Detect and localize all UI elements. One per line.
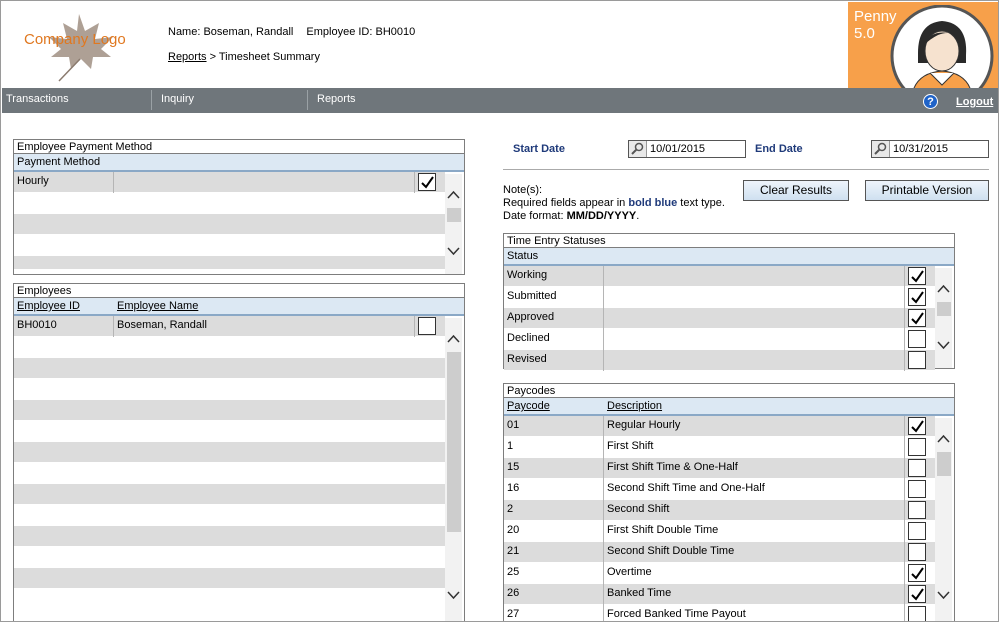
printable-version-button[interactable]: Printable Version	[865, 180, 989, 201]
checkmark-icon	[911, 588, 924, 601]
checkbox-employee[interactable]	[418, 317, 436, 335]
table-row	[14, 358, 445, 379]
end-date-value[interactable]: 10/31/2015	[893, 143, 949, 155]
employees-grid	[14, 316, 445, 610]
table-row[interactable]	[504, 521, 935, 542]
row-checkbox[interactable]	[908, 522, 926, 540]
row-checkbox[interactable]	[908, 564, 926, 582]
checkmark-icon	[911, 270, 924, 283]
breadcrumb	[168, 51, 320, 63]
table-row[interactable]	[504, 308, 935, 329]
table-row[interactable]	[504, 542, 935, 563]
paycode-cell: 1	[504, 437, 604, 458]
row-checkbox[interactable]	[908, 606, 926, 622]
logo-text: Company Logo	[24, 31, 126, 48]
end-date-field[interactable]	[871, 140, 989, 158]
empty-cell	[604, 308, 905, 329]
nav-divider	[307, 90, 308, 110]
table-row[interactable]	[504, 458, 935, 479]
table-row	[14, 568, 445, 589]
employee-info	[168, 26, 425, 38]
row-checkbox[interactable]	[908, 351, 926, 369]
description-cell: First Shift	[604, 437, 905, 458]
table-row	[14, 463, 445, 484]
description-cell: Forced Banked Time Payout	[604, 605, 905, 622]
table-row	[14, 214, 445, 235]
description-cell: Second Shift Double Time	[604, 542, 905, 563]
checkmark-icon	[911, 420, 924, 433]
table-row	[14, 235, 445, 256]
chevron-up-icon[interactable]	[935, 282, 952, 296]
column-header-description[interactable]: Description	[607, 400, 663, 412]
table-row	[14, 379, 445, 400]
brand-panel	[848, 2, 999, 88]
row-checkbox[interactable]	[908, 417, 926, 435]
start-date-field[interactable]	[628, 140, 746, 158]
empty-cell	[114, 172, 415, 193]
start-date-value[interactable]: 10/01/2015	[650, 143, 706, 155]
paycode-cell: 16	[504, 479, 604, 500]
checkmark-icon	[911, 291, 924, 304]
table-row[interactable]	[504, 416, 935, 437]
description-cell: Second Shift	[604, 500, 905, 521]
table-header	[14, 298, 464, 316]
notes-text: Date format:	[503, 210, 567, 222]
panel-title: Time Entry Statuses	[504, 234, 954, 248]
row-checkbox[interactable]	[908, 330, 926, 348]
breadcrumb-current: Timesheet Summary	[218, 51, 320, 63]
table-row	[14, 526, 445, 547]
paycode-cell: 15	[504, 458, 604, 479]
status-cell: Submitted	[504, 287, 604, 308]
nav-divider	[151, 90, 152, 110]
panel-title: Paycodes	[504, 384, 954, 398]
table-row	[14, 193, 445, 214]
notes-text: .	[636, 210, 640, 222]
chevron-down-icon[interactable]	[445, 588, 462, 602]
row-checkbox[interactable]	[908, 267, 926, 285]
empty-cell	[604, 350, 905, 371]
table-row[interactable]	[14, 316, 445, 337]
statuses-panel	[503, 233, 955, 369]
breadcrumb-separator: >	[206, 51, 219, 63]
row-checkbox[interactable]	[908, 459, 926, 477]
table-row[interactable]	[504, 350, 935, 371]
table-row	[14, 337, 445, 358]
divider	[503, 169, 989, 170]
logout-link[interactable]: Logout	[956, 96, 994, 108]
breadcrumb-reports-link[interactable]: Reports	[168, 51, 207, 63]
row-checkbox[interactable]	[908, 288, 926, 306]
checkmark-icon	[911, 312, 924, 325]
table-row[interactable]	[504, 500, 935, 521]
panel-title: Employees	[14, 284, 464, 298]
empty-cell	[604, 329, 905, 350]
table-row	[14, 547, 445, 568]
table-header	[504, 398, 954, 416]
employee-id: Employee ID: BH0010	[306, 26, 416, 38]
notes-date-format: MM/DD/YYYY	[566, 210, 637, 222]
scrollbar[interactable]	[935, 418, 952, 622]
column-header-payment-method: Payment Method	[17, 156, 101, 168]
table-row[interactable]	[504, 329, 935, 350]
row-checkbox[interactable]	[908, 438, 926, 456]
description-cell: Banked Time	[604, 584, 905, 605]
row-checkbox[interactable]	[908, 501, 926, 519]
table-row[interactable]	[504, 605, 935, 622]
table-row	[14, 421, 445, 442]
employee-name-cell: Boseman, Randall	[114, 316, 415, 337]
nav-reports[interactable]: Reports	[317, 93, 356, 105]
employees-panel	[13, 283, 465, 622]
table-row	[14, 589, 445, 610]
magnifier-icon	[629, 141, 647, 157]
nav-inquiry[interactable]: Inquiry	[161, 93, 195, 105]
date-picker-button[interactable]	[872, 141, 890, 157]
notes-text: text type.	[677, 197, 725, 209]
description-cell: First Shift Time & One-Half	[604, 458, 905, 479]
magnifier-icon	[872, 141, 890, 157]
main-nav	[2, 88, 999, 113]
notes	[503, 184, 725, 223]
description-cell: Overtime	[604, 563, 905, 584]
row-checkbox[interactable]	[908, 585, 926, 603]
scrollbar-thumb[interactable]	[447, 352, 461, 532]
statuses-grid	[504, 266, 935, 371]
column-header-paycode[interactable]: Paycode	[507, 400, 550, 412]
payment-method-grid	[14, 172, 445, 270]
notes-line-1	[503, 197, 725, 210]
row-checkbox[interactable]	[908, 309, 926, 327]
chevron-up-icon[interactable]	[445, 188, 462, 202]
checkbox-hourly[interactable]	[418, 173, 436, 191]
user-avatar-icon	[888, 5, 996, 88]
table-row[interactable]	[504, 287, 935, 308]
row-checkbox[interactable]	[908, 543, 926, 561]
paycode-cell: 27	[504, 605, 604, 622]
empty-cell	[604, 266, 905, 287]
column-header-employee-id[interactable]: Employee ID	[17, 300, 80, 312]
chevron-down-icon[interactable]	[935, 338, 952, 352]
paycode-cell: 26	[504, 584, 604, 605]
status-cell: Approved	[504, 308, 604, 329]
employee-name: Name: Boseman, Randall	[168, 26, 294, 38]
paycode-cell: 01	[504, 416, 604, 437]
paycodes-grid	[504, 416, 935, 622]
description-cell: Second Shift Time and One-Half	[604, 479, 905, 500]
payment-method-panel	[13, 139, 465, 275]
checkmark-icon	[421, 176, 434, 189]
help-icon[interactable]: ?	[923, 94, 938, 109]
scrollbar-thumb[interactable]	[937, 302, 951, 316]
column-header-employee-name[interactable]: Employee Name	[117, 300, 199, 312]
chevron-up-icon[interactable]	[445, 332, 462, 346]
panel-title: Employee Payment Method	[14, 140, 464, 154]
table-row[interactable]	[14, 172, 445, 193]
table-row[interactable]	[504, 584, 935, 605]
chevron-down-icon[interactable]	[445, 244, 462, 258]
table-row	[14, 484, 445, 505]
scrollbar-thumb[interactable]	[937, 452, 951, 476]
paycode-cell: 20	[504, 521, 604, 542]
brand-name-line1: Penny	[854, 8, 897, 25]
brand-version: 5.0	[854, 25, 875, 42]
notes-text: Required fields appear in	[503, 197, 629, 209]
company-logo	[19, 9, 149, 84]
clear-results-button[interactable]: Clear Results	[743, 180, 849, 201]
paycodes-panel	[503, 383, 955, 622]
column-header-status: Status	[507, 250, 539, 262]
scrollbar[interactable]	[445, 318, 462, 622]
status-cell: Revised	[504, 350, 604, 371]
table-row[interactable]	[504, 563, 935, 584]
table-row	[14, 400, 445, 421]
status-cell: Working	[504, 266, 604, 287]
status-cell: Declined	[504, 329, 604, 350]
row-checkbox[interactable]	[908, 480, 926, 498]
employee-id-cell: BH0010	[14, 316, 114, 337]
checkmark-icon	[911, 567, 924, 580]
paycode-cell: 21	[504, 542, 604, 563]
payment-method-cell: Hourly	[14, 172, 114, 193]
scrollbar-thumb[interactable]	[447, 208, 461, 222]
notes-bold-blue: bold blue	[628, 197, 678, 209]
date-picker-button[interactable]	[629, 141, 647, 157]
start-date-label: Start Date	[513, 143, 565, 155]
paycode-cell: 2	[504, 500, 604, 521]
chevron-up-icon[interactable]	[935, 432, 952, 446]
table-row[interactable]	[504, 479, 935, 500]
table-row	[14, 505, 445, 526]
notes-heading: Note(s):	[503, 184, 543, 196]
table-row	[14, 256, 445, 270]
nav-transactions[interactable]: Transactions	[6, 93, 69, 105]
description-cell: Regular Hourly	[604, 416, 905, 437]
notes-line-2	[503, 210, 725, 223]
end-date-label: End Date	[755, 143, 803, 155]
table-row[interactable]	[504, 266, 935, 287]
table-row	[14, 442, 445, 463]
description-cell: First Shift Double Time	[604, 521, 905, 542]
table-header	[14, 154, 464, 172]
chevron-down-icon[interactable]	[935, 588, 952, 602]
scrollbar[interactable]	[935, 268, 952, 368]
empty-cell	[604, 287, 905, 308]
scrollbar[interactable]	[445, 174, 462, 274]
table-row[interactable]	[504, 437, 935, 458]
paycode-cell: 25	[504, 563, 604, 584]
table-header	[504, 248, 954, 266]
